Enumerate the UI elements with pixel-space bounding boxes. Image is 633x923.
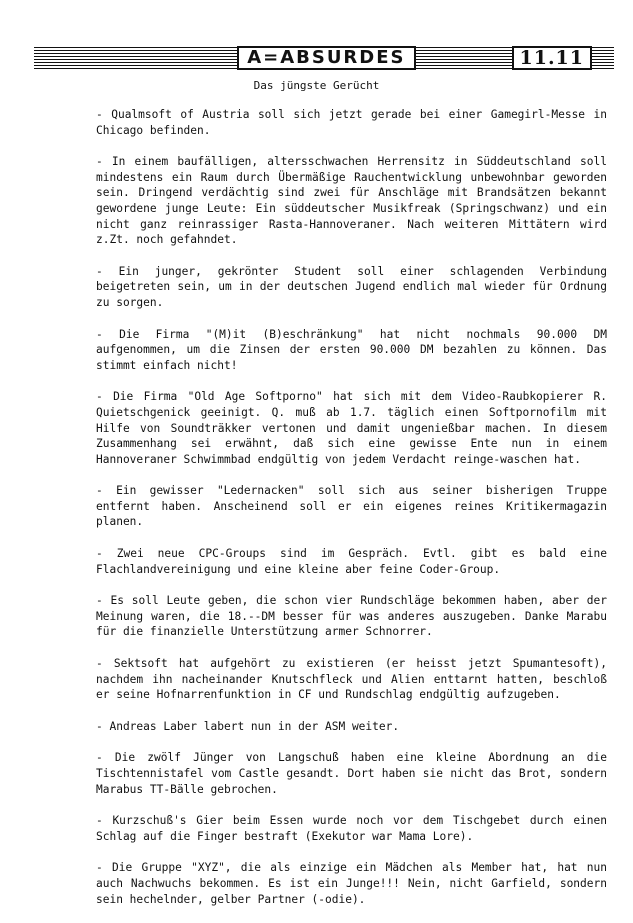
rumor-item: - Die zwölf Jünger von Langschuß haben eine kleine Abordnung an die Tischtennistafel vom Castle gesandt. Dort haben sie nicht das Brot, sondern Marabus TT-Bälle gebrochen. (96, 751, 607, 796)
header-stripes-right (592, 47, 614, 69)
header-banner (34, 46, 614, 70)
header-stripes-middle (416, 47, 512, 69)
rumor-item: - Ein junger, gekrönter Student soll einer schlagenden Verbindung beigetreten sein, um in der deutschen Jugend endlich mal wieder für Ordnung zu sorgen. (96, 264, 607, 309)
rumor-item: - Die Firma "Old Age Softporno" hat sich mit dem Video-Raubkopierer R. Quietschgenick geeinigt. Q. muß ab 1.7. täglich einen Softpornofilm mit Hilfe von Soundträkker vertonen und damit ungenießbar machen. In diesem Zusammenhang sei erwähnt, daß sich eine gewisse Ente nun in einem Hannoveraner Schwimmbad endgültig von jedem Verdacht reinge-waschen hat. (96, 390, 607, 466)
rumor-item: - Kurzschuß's Gier beim Essen wurde noch vor dem Tischgebet durch einen Schlag auf die Finger bestraft (Exekutor war Mama Lore). (96, 814, 607, 843)
header-stripes-left (34, 47, 237, 69)
section-title: A=ABSURDES (237, 46, 415, 70)
rumor-item: - Ein gewisser "Ledernacken" soll sich aus seiner bisherigen Truppe entfernt haben. Anscheinend soll er ein eigenes reines Kritikermagazin planen. (96, 484, 607, 529)
rumor-item: - Andreas Laber labert nun in der ASM weiter. (96, 719, 400, 733)
page-subtitle: Das jüngste Gerücht (253, 79, 380, 92)
rumor-item: - Sektsoft hat aufgehört zu existieren (er heisst jetzt Spumantesoft), nachdem ihn nacheinander Knutschfleck und Alien enttarnt hatten, beschloß er seine Hofnarrenfunktion in CF und Rundschlag endgültig aufzugeben. (96, 657, 607, 702)
rumor-item: - Qualmsoft of Austria soll sich jetzt gerade bei einer Gamegirl-Messe in Chicago befinden. (96, 108, 607, 137)
rumor-item: - Zwei neue CPC-Groups sind im Gespräch. Evtl. gibt es bald eine Flachlandvereinigung und eine kleine aber feine Coder-Group. (96, 547, 607, 576)
issue-number: 11.11 (512, 46, 593, 70)
rumor-item: - Die Firma "(M)it (B)eschränkung" hat nicht nochmals 90.000 DM aufgenommen, um die Zinsen der ersten 90.000 DM bezahlen zu können. Das stimmt einfach nicht! (96, 327, 607, 372)
rumor-item: - Die Gruppe "XYZ", die als einzige ein Mädchen als Member hat, hat nun auch Nachwuchs bekommen. Es ist ein Junge!!! Nein, nicht Garfield, sondern sein hechelnder, gelber Partner (-odie). (96, 861, 607, 906)
rumor-item: - In einem baufälligen, altersschwachen Herrensitz in Süddeutschland soll mindestens ein Raum durch Übermäßige Rauchentwicklung unbewohnbar geworden sein. Dringend verdächtig sind zwei für Anschläge mit Brandsätzen bekannt gewordene junge Leute: Ein süddeutscher Musikfreak (Springschwanz) und ein nicht ganz reinrassiger Rasta-Hannoveraner. Nach weiteren Mittätern wird z.Zt. noch gefahndet. (96, 155, 607, 247)
rumor-item: - Es soll Leute geben, die schon vier Rundschläge bekommen haben, aber der Meinung waren, die 18.--DM besser für was anderes auszugeben. Danke Marabu für die finanzielle Unterstützung armer Schnorrer. (96, 594, 607, 639)
rumor-list (96, 107, 607, 923)
